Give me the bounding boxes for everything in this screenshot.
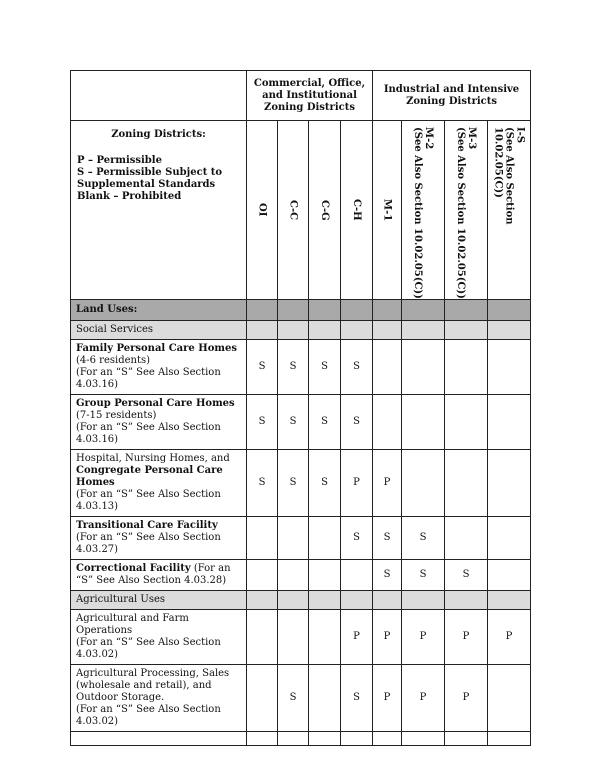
permission-cell: P xyxy=(402,609,445,664)
commercial-group-header: Commercial, Office, and Institutional Zoning Districts xyxy=(247,71,373,121)
permission-cell xyxy=(373,394,402,449)
section-row-social xyxy=(71,320,531,339)
legend-cell xyxy=(71,121,247,300)
land-use-label: Group Personal Care Homes (7-15 residents) (For an “S” See Also Section 4.03.16) xyxy=(71,394,247,449)
permission-cell xyxy=(488,516,531,559)
permission-cell xyxy=(445,339,488,394)
permission-cell xyxy=(278,559,309,590)
district-header-ch: C-H xyxy=(341,121,373,300)
permission-cell: S xyxy=(278,449,309,516)
permission-cell xyxy=(278,516,309,559)
permission-cell xyxy=(445,516,488,559)
permission-cell: P xyxy=(373,609,402,664)
zoning-table xyxy=(70,70,531,746)
land-use-label: Transitional Care Facility (For an “S” See Also Section 4.03.27) xyxy=(71,516,247,559)
permission-cell: S xyxy=(278,394,309,449)
table-row xyxy=(71,516,531,559)
permission-cell xyxy=(247,516,278,559)
permission-cell: P xyxy=(488,609,531,664)
permission-cell xyxy=(402,339,445,394)
permission-cell: S xyxy=(309,339,341,394)
district-header-oi: OI xyxy=(247,121,278,300)
permission-cell: S xyxy=(309,449,341,516)
legend-title: Zoning Districts: xyxy=(111,129,206,140)
permission-cell: S xyxy=(402,516,445,559)
header-blank-cell xyxy=(71,71,247,121)
permission-cell xyxy=(309,609,341,664)
section-agricultural-uses: Agricultural Uses xyxy=(71,590,247,609)
land-use-label: Family Personal Care Homes (4-6 residents) (For an “S” See Also Section 4.03.16) xyxy=(71,339,247,394)
table-row xyxy=(71,559,531,590)
permission-cell xyxy=(247,664,278,731)
land-use-label: Agricultural and Farm Operations (For an “S” See Also Section 4.03.02) xyxy=(71,609,247,664)
section-row-agri xyxy=(71,590,531,609)
permission-cell xyxy=(445,394,488,449)
permission-cell: S xyxy=(373,559,402,590)
permission-cell: P xyxy=(373,664,402,731)
permission-cell xyxy=(309,664,341,731)
permission-cell: S xyxy=(341,394,373,449)
district-header-m1: M-1 xyxy=(373,121,402,300)
permission-cell xyxy=(309,559,341,590)
table-row xyxy=(71,394,531,449)
industrial-group-header: Industrial and Intensive Zoning Districts xyxy=(373,71,531,121)
permission-cell: S xyxy=(309,394,341,449)
permission-cell: P xyxy=(402,664,445,731)
permission-cell: P xyxy=(373,449,402,516)
district-header-m3: M-3 (See Also Section 10.02.05(C)) xyxy=(445,121,488,300)
permission-cell xyxy=(247,559,278,590)
legend-supplemental: S – Permissible Subject to Supplemental Standards xyxy=(77,167,223,190)
permission-cell: S xyxy=(373,516,402,559)
permission-cell xyxy=(488,394,531,449)
permission-cell xyxy=(488,449,531,516)
permission-cell xyxy=(278,609,309,664)
permission-cell: P xyxy=(341,609,373,664)
section-land-uses: Land Uses: xyxy=(71,299,247,320)
permission-cell xyxy=(402,394,445,449)
table-row xyxy=(71,339,531,394)
permission-cell xyxy=(373,339,402,394)
permission-cell: S xyxy=(445,559,488,590)
district-header-m2: M-2 (See Also Section 10.02.05(C)) xyxy=(402,121,445,300)
permission-cell: S xyxy=(341,339,373,394)
permission-cell: P xyxy=(445,609,488,664)
permission-cell: S xyxy=(278,664,309,731)
table-row xyxy=(71,664,531,731)
land-use-label: Hospital, Nursing Homes, and Congregate Personal Care Homes (For an “S” See Also Section 4.03.13) xyxy=(71,449,247,516)
permission-cell xyxy=(247,609,278,664)
table-end-row xyxy=(71,731,531,745)
permission-cell: S xyxy=(247,449,278,516)
legend-permissible: P – Permissible xyxy=(77,155,162,166)
table-row xyxy=(71,609,531,664)
permission-cell xyxy=(488,664,531,731)
permission-cell: S xyxy=(402,559,445,590)
land-use-label: Correctional Facility (For an “S” See Also Section 4.03.28) xyxy=(71,559,247,590)
table-row xyxy=(71,449,531,516)
land-use-label: Agricultural Processing, Sales (wholesale and retail), and Outdoor Storage. (For an “S” See Also Section 4.03.02) xyxy=(71,664,247,731)
district-header-cg: C-G xyxy=(309,121,341,300)
permission-cell xyxy=(488,339,531,394)
permission-cell: P xyxy=(445,664,488,731)
permission-cell xyxy=(341,559,373,590)
permission-cell xyxy=(488,559,531,590)
permission-cell: P xyxy=(341,449,373,516)
permission-cell: S xyxy=(278,339,309,394)
permission-cell xyxy=(402,449,445,516)
permission-cell xyxy=(309,516,341,559)
legend-prohibited: Blank – Prohibited xyxy=(77,191,182,202)
permission-cell: S xyxy=(247,339,278,394)
section-social-services: Social Services xyxy=(71,320,247,339)
permission-cell: S xyxy=(341,664,373,731)
district-header-cc: C-C xyxy=(278,121,309,300)
permission-cell xyxy=(445,449,488,516)
section-row-land-uses xyxy=(71,299,531,320)
district-header-is: I-S (See Also Section 10.02.05(C)) xyxy=(488,121,531,300)
permission-cell: S xyxy=(247,394,278,449)
permission-cell: S xyxy=(341,516,373,559)
